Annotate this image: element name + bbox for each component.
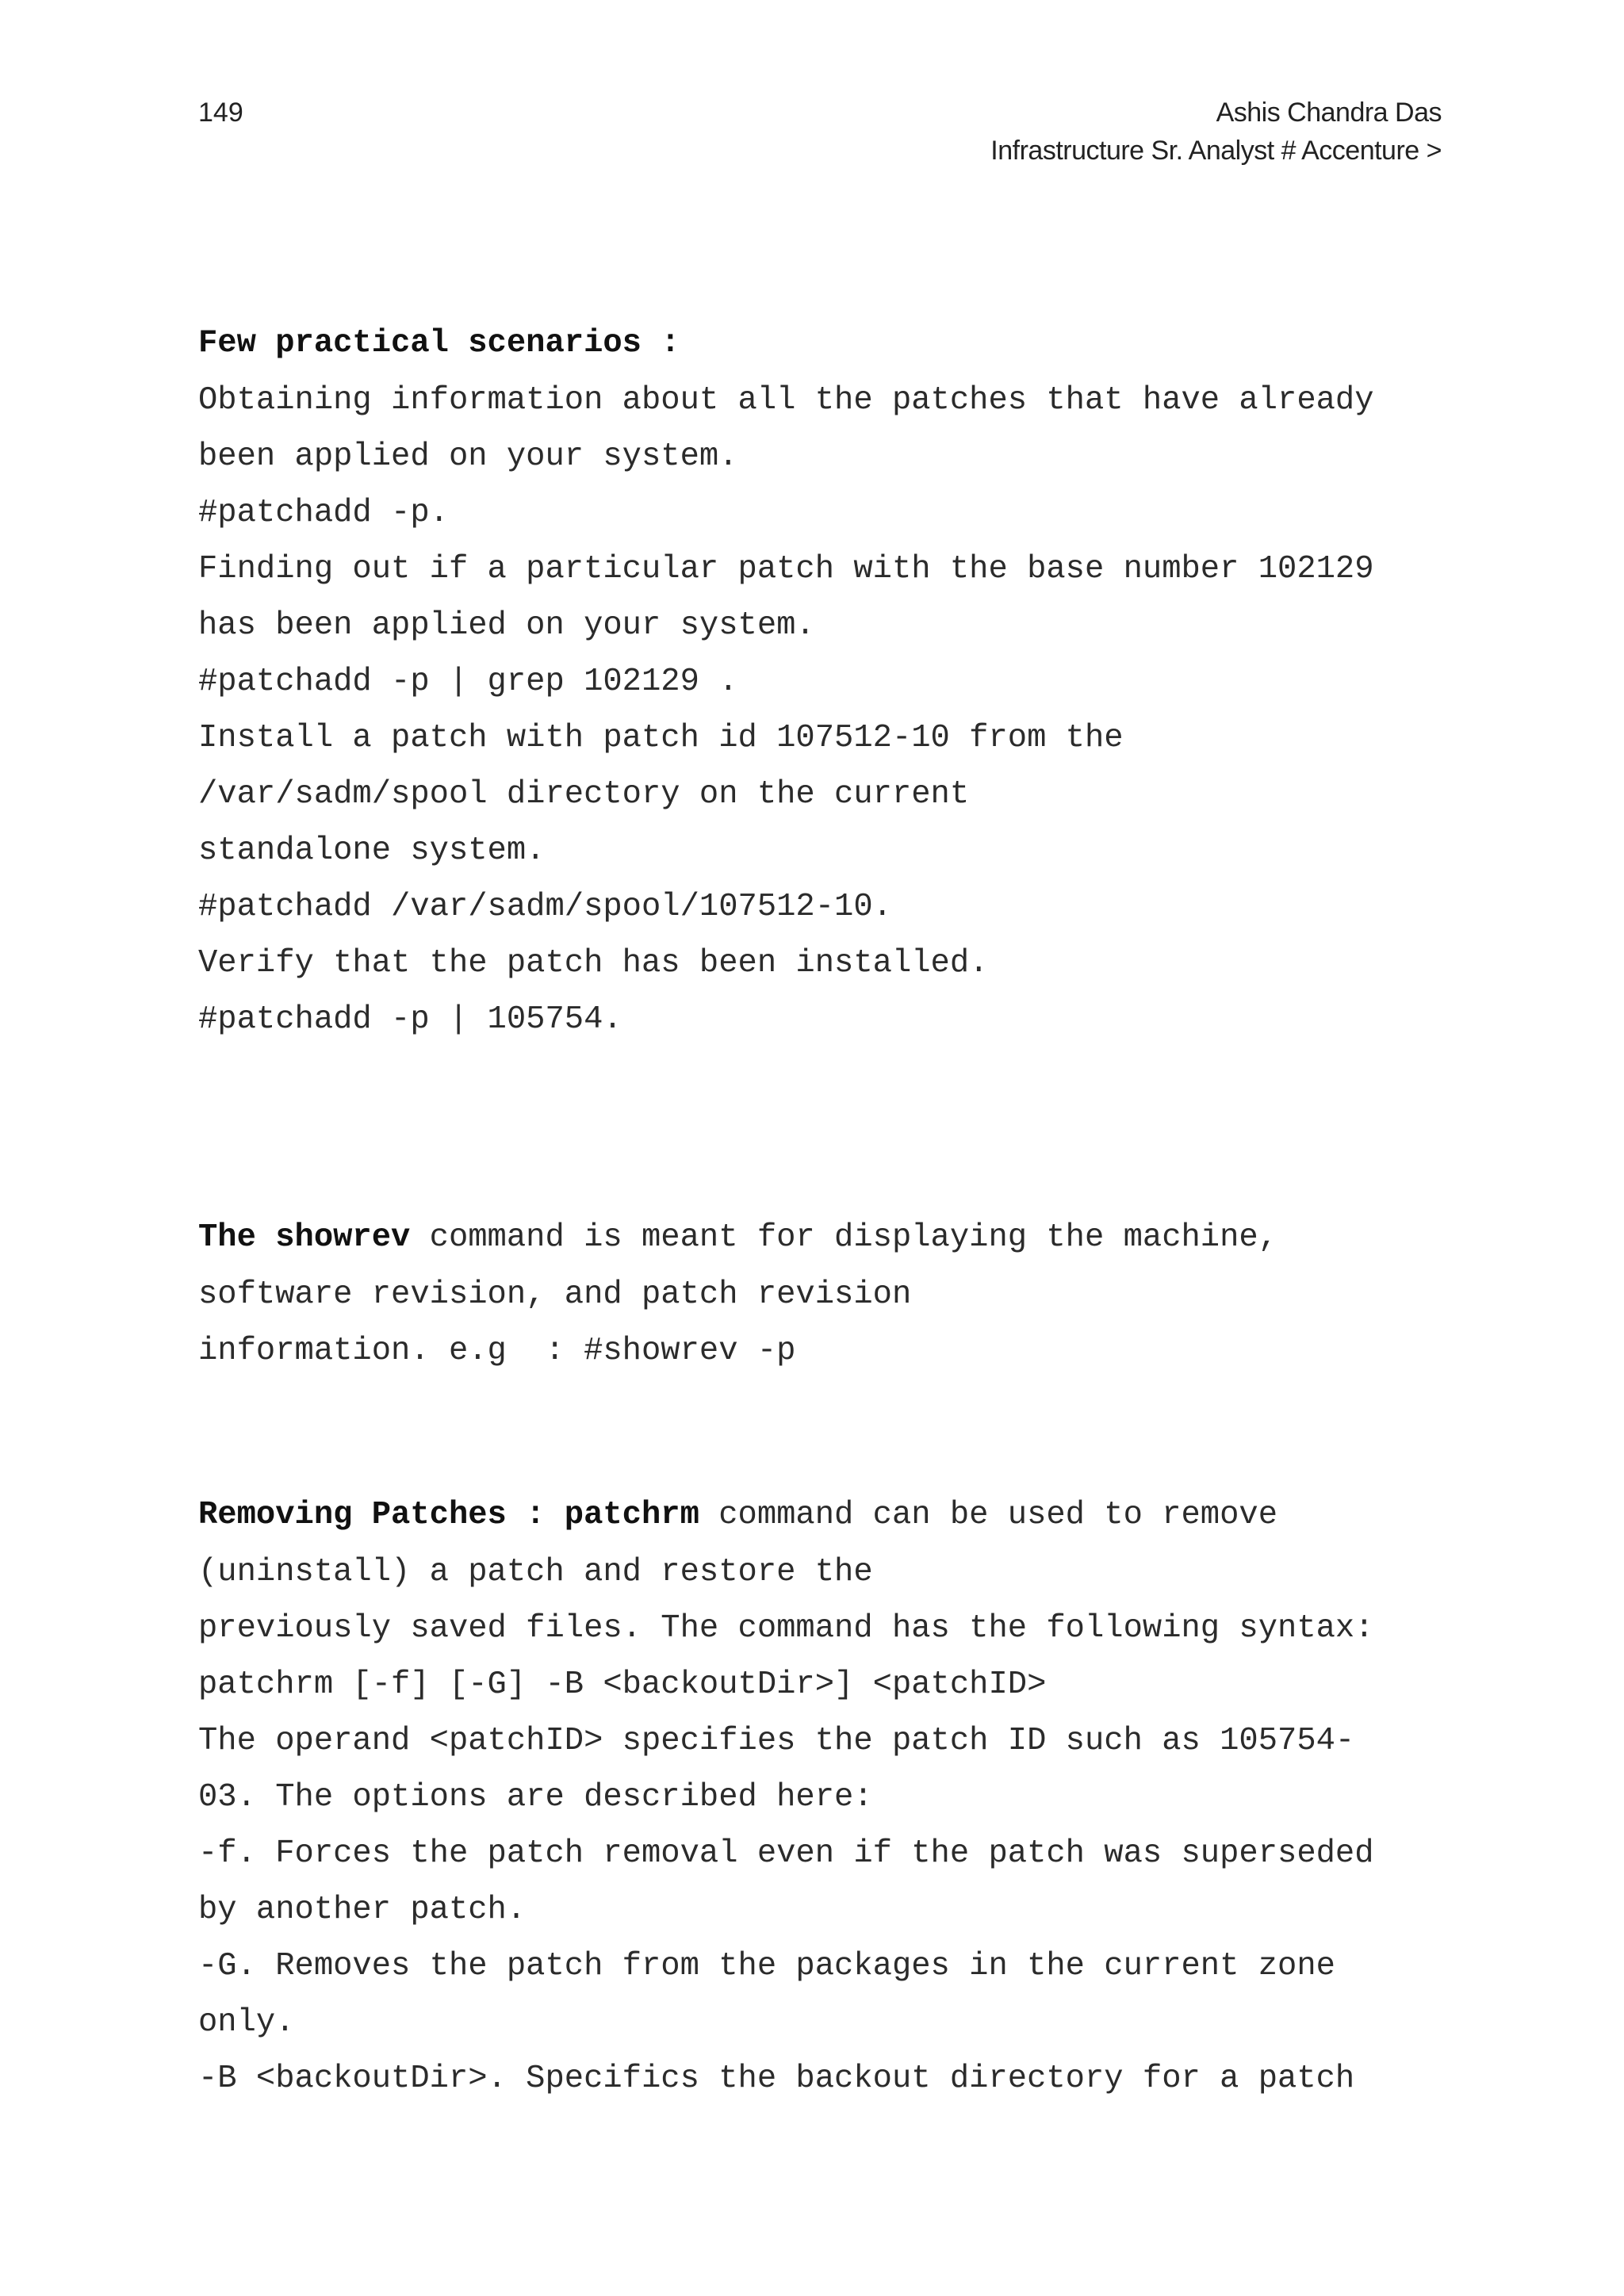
body-line: /var/sadm/spool directory on the current [198, 776, 970, 813]
body-line: by another patch. [198, 1892, 527, 1928]
author-title: Infrastructure Sr. Analyst # Accenture > [990, 136, 1442, 166]
removing-lead-line [198, 1486, 1451, 1544]
removing-patches-section [198, 1486, 1451, 2107]
body-line: Obtaining information about all the patches that have already [198, 382, 1374, 419]
command-line: patchrm [-f] [-G] -B <backoutDir>] <patchID> [198, 1667, 1047, 1703]
command-line: #patchadd -p | 105754. [198, 1001, 622, 1038]
author-name: Ashis Chandra Das [1216, 98, 1442, 128]
body-line: Install a patch with patch id 107512-10 from the [198, 720, 1124, 756]
body-line: only. [198, 2004, 295, 2041]
removing-term: Removing Patches : patchrm [198, 1497, 699, 1533]
body-line: (uninstall) a patch and restore the [198, 1554, 873, 1590]
showrev-lead-text: command is meant for displaying the machine, [410, 1219, 1278, 1256]
spacer [198, 1380, 1451, 1486]
body-line: been applied on your system. [198, 438, 738, 475]
spacer [198, 1048, 1451, 1208]
page-number: 149 [198, 98, 243, 128]
showrev-term: The showrev [198, 1219, 411, 1256]
body-line: The operand <patchID> specifies the patch ID such as 105754- [198, 1723, 1355, 1759]
showrev-section [198, 1208, 1451, 1380]
removing-lead-text: command can be used to remove [699, 1497, 1278, 1533]
command-line: #patchadd /var/sadm/spool/107512-10. [198, 889, 892, 925]
body-line: -G. Removes the patch from the packages in the current zone [198, 1948, 1335, 1984]
body-line: software revision, and patch revision [198, 1276, 912, 1313]
body-line: information. e.g : #showrev -p [198, 1333, 796, 1369]
practical-scenarios-section [198, 314, 1451, 1048]
section-heading: Few practical scenarios : [198, 325, 680, 362]
command-line: #patchadd -p. [198, 495, 449, 531]
body-line: -B <backoutDir>. Specifics the backout directory for a patch [198, 2061, 1355, 2097]
body-line: Finding out if a particular patch with the base number 102129 [198, 551, 1374, 587]
document-body [198, 314, 1451, 2107]
body-line: previously saved files. The command has the following syntax: [198, 1610, 1374, 1647]
showrev-lead-line [198, 1208, 1451, 1267]
body-line: standalone system. [198, 832, 546, 869]
body-line: has been applied on your system. [198, 607, 815, 644]
body-line: Verify that the patch has been installed. [198, 945, 989, 982]
command-line: #patchadd -p | grep 102129 . [198, 664, 738, 700]
body-line: -f. Forces the patch removal even if the patch was superseded [198, 1835, 1374, 1872]
body-line: 03. The options are described here: [198, 1779, 873, 1816]
author-block [990, 94, 1442, 170]
